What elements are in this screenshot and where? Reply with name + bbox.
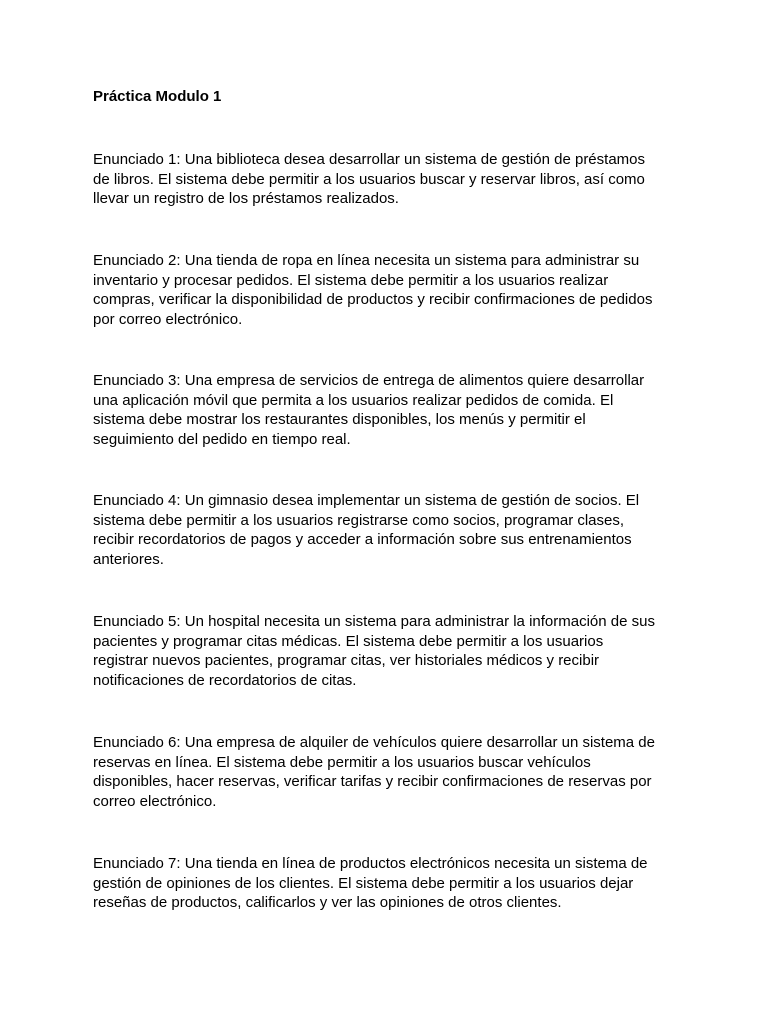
paragraph-line: llevar un registro de los préstamos realizados. — [93, 190, 399, 207]
paragraph-line: inventario y procesar pedidos. El sistema debe permitir a los usuarios realizar — [93, 271, 609, 289]
paragraph-line: una aplicación móvil que permita a los usuarios realizar pedidos de comida. El — [93, 391, 614, 409]
document-title: Práctica Modulo 1 — [93, 88, 222, 105]
exercise-paragraph-1 — [93, 150, 645, 209]
paragraph-line: Enunciado 4: Un gimnasio desea implementar un sistema de gestión de socios. El — [93, 492, 640, 509]
exercise-paragraph-6 — [93, 733, 655, 811]
exercise-paragraph-7 — [93, 854, 648, 913]
paragraph-line: recibir recordatorios de pagos y acceder a información sobre sus entrenamientos — [93, 531, 632, 548]
paragraph-line: notificaciones de recordatorios de citas. — [93, 671, 357, 689]
paragraph-line: Enunciado 5: Un hospital necesita un sistema para administrar la información de sus — [93, 613, 655, 630]
paragraph-line: Enunciado 7: Una tienda en línea de productos electrónicos necesita un sistema de — [93, 855, 648, 872]
paragraph-line: Enunciado 1: Una biblioteca desea desarrollar un sistema de gestión de préstamos — [93, 151, 645, 168]
paragraph-line: correo electrónico. — [93, 792, 217, 810]
paragraph-line: por correo electrónico. — [93, 310, 243, 328]
exercise-paragraph-2 — [93, 251, 652, 329]
paragraph-line: sistema debe permitir a los usuarios registrarse como socios, programar clases, — [93, 511, 625, 529]
paragraph-line: seguimiento del pedido en tiempo real. — [93, 430, 351, 448]
paragraph-line: pacientes y programar citas médicas. El sistema debe permitir a los usuarios — [93, 632, 604, 650]
paragraph-line: anteriores. — [93, 550, 164, 568]
paragraph-line: Enunciado 2: Una tienda de ropa en línea necesita un sistema para administrar su — [93, 252, 640, 269]
paragraph-line: reseñas de productos, calificarlos y ver las opiniones de otros clientes. — [93, 894, 562, 911]
paragraph-line: Enunciado 3: Una empresa de servicios de entrega de alimentos quiere desarrollar — [93, 372, 645, 389]
paragraph-line: Enunciado 6: Una empresa de alquiler de vehículos quiere desarrollar un sistema de — [93, 734, 655, 751]
paragraph-line: de libros. El sistema debe permitir a los usuarios buscar y reservar libros, así como — [93, 170, 645, 188]
paragraph-line: sistema debe mostrar los restaurantes disponibles, los menús y permitir el — [93, 411, 586, 428]
paragraph-line: compras, verificar la disponibilidad de productos y recibir confirmaciones de pedidos — [93, 291, 653, 308]
exercise-paragraph-5 — [93, 612, 655, 690]
paragraph-line: reservas en línea. El sistema debe permitir a los usuarios buscar vehículos — [93, 753, 591, 771]
paragraph-line: registrar nuevos pacientes, programar citas, ver historiales médicos y recibir — [93, 652, 600, 669]
paragraph-line: disponibles, hacer reservas, verificar tarifas y recibir confirmaciones de reservas por — [93, 773, 652, 790]
exercise-paragraph-4 — [93, 491, 639, 569]
exercise-paragraph-3 — [93, 371, 644, 449]
paragraph-line: gestión de opiniones de los clientes. El sistema debe permitir a los usuarios dejar — [93, 874, 634, 892]
